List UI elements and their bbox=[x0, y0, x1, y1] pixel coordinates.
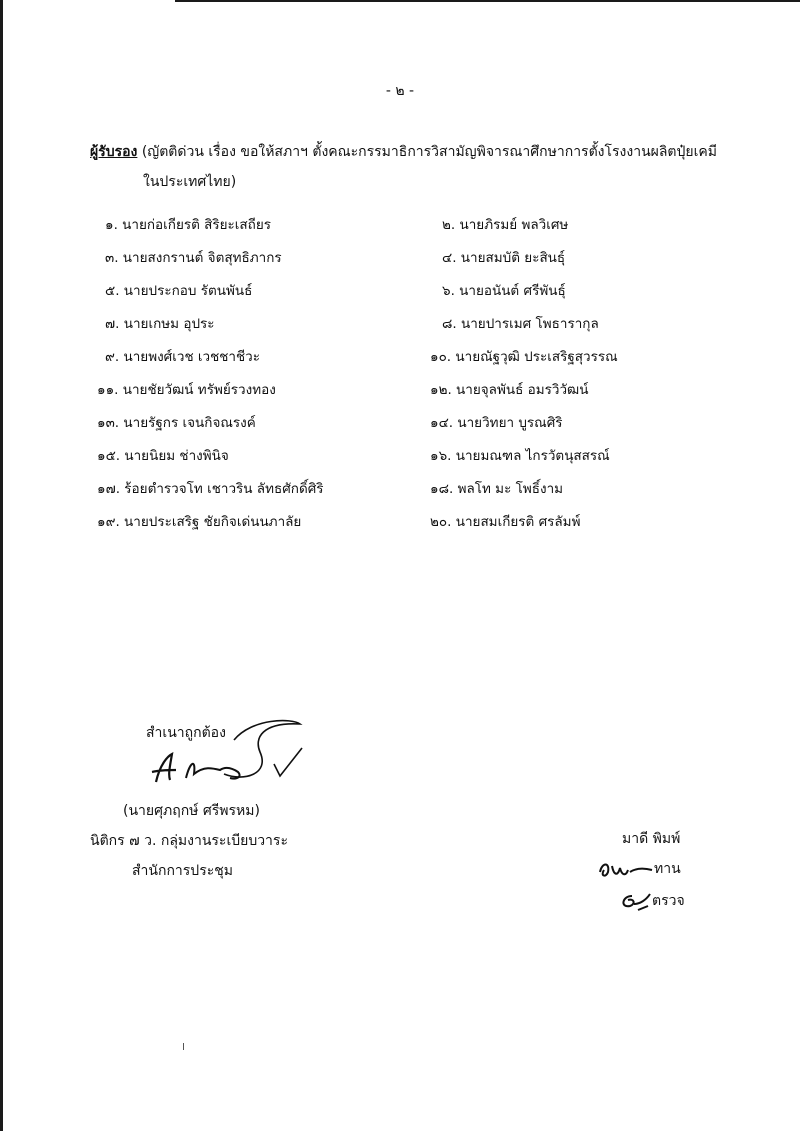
sponsor-item: ๒. นายภิรมย์ พลวิเศษ bbox=[442, 217, 569, 233]
signatory-office: สำนักการประชุม bbox=[132, 863, 233, 879]
sponsor-item: ๑. นายก่อเกียรติ สิริยะเสถียร bbox=[105, 217, 272, 233]
proofread-label: ทาน bbox=[654, 861, 681, 877]
sponsor-item: ๑๕. นายนิยม ช่างพินิจ bbox=[97, 448, 229, 464]
signatory-position: นิติกร ๗ ว. กลุ่มงานระเบียบวาระ bbox=[90, 833, 288, 849]
certified-copy-label: สำเนาถูกต้อง bbox=[146, 725, 226, 741]
signature-check-stroke bbox=[274, 748, 302, 776]
subject-text: (ญัตติด่วน เรื่อง ขอให้สภาฯ ตั้งคณะกรรมาธิการวิสามัญพิจารณาศึกษาการตั้งโรงงานผลิตปุ๋ยเคมี bbox=[141, 144, 717, 160]
scan-speck bbox=[183, 1043, 184, 1050]
checker-initials bbox=[618, 890, 652, 912]
checked-line bbox=[618, 890, 685, 912]
sponsor-item: ๓. นายสงกรานต์ จิตสุทธิภากร bbox=[105, 250, 282, 266]
sponsor-item: ๑๘. พลโท มะ โพธิ์งาม bbox=[430, 481, 564, 497]
sponsor-item: ๒๐. นายสมเกียรติ ศรลัมพ์ bbox=[430, 514, 581, 530]
sponsor-item: ๑๑. นายชัยวัฒน์ ทรัพย์รวงทอง bbox=[97, 382, 276, 398]
sponsor-item: ๑๖. นายมณฑล ไกรวัตนุสสรณ์ bbox=[430, 448, 610, 464]
handwritten-signature bbox=[142, 718, 322, 794]
scan-top-edge bbox=[175, 0, 800, 2]
signature-loop-stroke bbox=[224, 721, 300, 777]
signature-letter-a-stroke bbox=[152, 754, 176, 782]
sponsor-item: ๗. นายเกษม อุประ bbox=[105, 316, 215, 332]
checked-label: ตรวจ bbox=[652, 893, 685, 909]
subject-label: ผู้รับรอง bbox=[90, 144, 138, 160]
sponsor-item: ๖. นายอนันต์ ศรีพันธุ์ bbox=[442, 283, 566, 299]
typist-line: มาดี พิมพ์ bbox=[622, 831, 681, 847]
subject-block bbox=[90, 137, 750, 197]
sponsor-item: ๘. นายปารเมศ โพธารากุล bbox=[442, 316, 599, 332]
sponsor-item: ๙. นายพงศ์เวช เวชชาชีวะ bbox=[105, 349, 260, 365]
checker-initials-stroke bbox=[623, 894, 650, 910]
sponsor-item: ๑๙. นายประเสริฐ ชัยกิจเด่นนภาลัย bbox=[97, 514, 302, 530]
page-number: - ๒ - bbox=[385, 83, 415, 99]
subject-line-1 bbox=[90, 137, 750, 167]
sponsor-item: ๕. นายประกอบ รัตนพันธ์ bbox=[105, 283, 253, 299]
signatory-name: (นายศุภฤกษ์ ศรีพรหม) bbox=[123, 803, 260, 819]
sponsor-item: ๑๒. นายจุลพันธ์ อมรวิวัฒน์ bbox=[430, 382, 589, 398]
sponsor-item: ๑๓. นายรัฐกร เจนกิจณรงค์ bbox=[97, 415, 256, 431]
scan-left-edge bbox=[0, 0, 3, 1131]
proofreader-initials-stroke bbox=[600, 865, 652, 876]
proofread-line bbox=[596, 858, 681, 880]
proofreader-initials bbox=[596, 858, 654, 880]
sponsor-item: ๑๗. ร้อยตำรวจโท เชาวริน ลัทธศักดิ์ศิริ bbox=[97, 481, 324, 497]
sponsor-item: ๔. นายสมบัติ ยะสินธุ์ bbox=[442, 250, 566, 266]
subject-line-2: ในประเทศไทย) bbox=[143, 174, 237, 190]
sponsor-item: ๑๐. นายณัฐวุฒิ ประเสริฐสุวรรณ bbox=[430, 349, 618, 365]
sponsor-item: ๑๔. นายวิทยา บูรณศิริ bbox=[430, 415, 563, 431]
